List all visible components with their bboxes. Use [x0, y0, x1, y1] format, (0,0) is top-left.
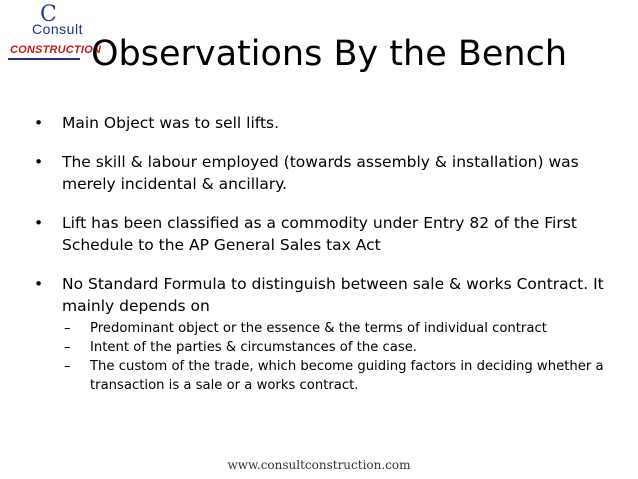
bullet-item — [34, 151, 624, 195]
sub-item — [34, 338, 624, 357]
bullet-text: The skill & labour employed (towards assembly & installation) was merely incidental & ancillary. — [62, 153, 579, 193]
bullet-text: Main Object was to sell lifts. — [62, 114, 280, 132]
bullet-text: No Standard Formula to distinguish between sale & works Contract. It mainly depends on — [62, 275, 604, 315]
bullet-marker: • — [34, 114, 44, 132]
sub-item-marker: – — [64, 321, 71, 336]
logo-word-construction: CONSTRUCTION — [10, 44, 102, 56]
sub-item — [34, 357, 624, 395]
bullet-text: Lift has been classified as a commodity under Entry 82 of the First Schedule to the AP General Sales tax Act — [62, 214, 577, 254]
sub-item-text: Predominant object or the essence & the terms of individual contract — [90, 321, 547, 336]
sub-item-text: Intent of the parties & circumstances of the case. — [90, 340, 418, 355]
logo-word-consult: Consult — [32, 21, 83, 37]
bullet-marker: • — [34, 153, 44, 171]
sub-item-marker: – — [64, 359, 71, 374]
bullet-item — [34, 212, 624, 256]
sub-item — [34, 319, 624, 338]
footer-url[interactable]: www.consultconstruction.com — [227, 458, 411, 472]
slide-content — [34, 112, 624, 395]
slide-title: Observations By the Bench — [90, 34, 568, 74]
bullet-item — [34, 112, 624, 134]
sub-item-text: The custom of the trade, which become guiding factors in deciding whether a transaction is a sale or a works contract. — [90, 359, 604, 393]
bullet-marker: • — [34, 275, 44, 293]
bullet-marker: • — [34, 214, 44, 232]
bullet-item — [34, 273, 624, 317]
sub-item-marker: – — [64, 340, 71, 355]
logo-letter: C — [40, 2, 57, 27]
